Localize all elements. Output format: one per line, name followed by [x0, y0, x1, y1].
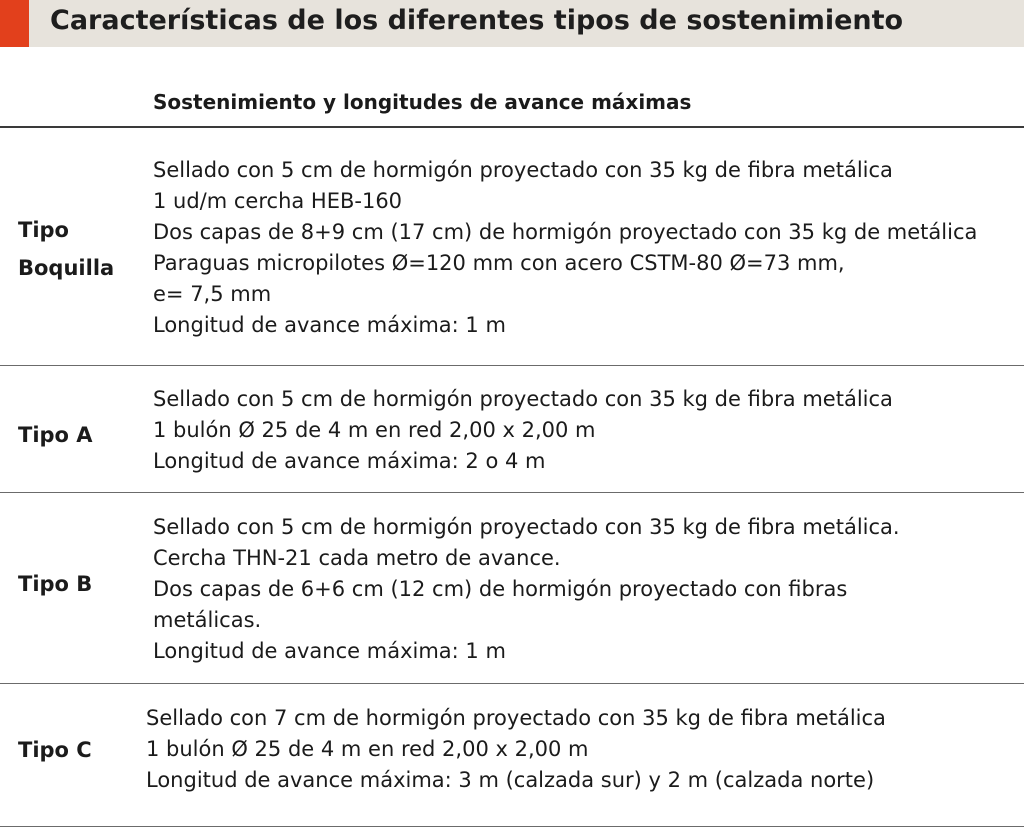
row-description	[153, 512, 900, 667]
row-label	[18, 416, 93, 454]
description-line: Sellado con 5 cm de hormigón proyectado con 35 kg de fibra metálica	[153, 158, 893, 182]
page-title: Características de los diferentes tipos de sostenimiento	[50, 5, 904, 36]
description-line: Sellado con 5 cm de hormigón proyectado con 35 kg de fibra metálica.	[153, 515, 900, 539]
table-row	[0, 366, 1024, 492]
row-label-line: Tipo A	[18, 423, 93, 447]
description-line: Longitud de avance máxima: 1 m	[153, 639, 506, 663]
row-label	[18, 211, 114, 287]
description-line: Sellado con 5 cm de hormigón proyectado con 35 kg de fibra metálica	[153, 387, 893, 411]
table-row	[0, 493, 1024, 683]
description-line: Longitud de avance máxima: 3 m (calzada sur) y 2 m (calzada norte)	[146, 768, 875, 792]
description-line: Paraguas micropilotes Ø=120 mm con acero CSTM-80 Ø=73 mm,	[153, 251, 845, 275]
row-description	[146, 703, 886, 796]
row-label	[18, 565, 92, 603]
table-row	[0, 127, 1024, 365]
row-label-line: Tipo	[18, 218, 69, 242]
table-bottom-rule	[0, 826, 1024, 827]
description-line: Dos capas de 6+6 cm (12 cm) de hormigón proyectado con fibras	[153, 577, 848, 601]
description-line: 1 ud/m cercha HEB-160	[153, 189, 403, 213]
row-description	[153, 384, 893, 477]
row-label-line: Tipo C	[18, 738, 92, 762]
title-bar	[0, 0, 1024, 47]
row-label-line: Tipo B	[18, 572, 93, 596]
table-row	[0, 684, 1024, 826]
description-line: e= 7,5 mm	[153, 282, 272, 306]
description-line: Longitud de avance máxima: 1 m	[153, 313, 506, 337]
row-description	[153, 155, 977, 341]
title-accent-bar	[0, 0, 29, 47]
description-line: Sellado con 7 cm de hormigón proyectado con 35 kg de fibra metálica	[146, 706, 886, 730]
description-line: metálicas.	[153, 608, 262, 632]
description-line: Dos capas de 8+9 cm (17 cm) de hormigón proyectado con 35 kg de metálica	[153, 220, 978, 244]
column-header: Sostenimiento y longitudes de avance máximas	[153, 90, 692, 114]
description-line: 1 bulón Ø 25 de 4 m en red 2,00 x 2,00 m	[153, 418, 596, 442]
row-label-line: Boquilla	[18, 256, 115, 280]
description-line: Longitud de avance máxima: 2 o 4 m	[153, 449, 546, 473]
description-line: Cercha THN-21 cada metro de avance.	[153, 546, 561, 570]
row-label	[18, 731, 92, 769]
description-line: 1 bulón Ø 25 de 4 m en red 2,00 x 2,00 m	[146, 737, 589, 761]
